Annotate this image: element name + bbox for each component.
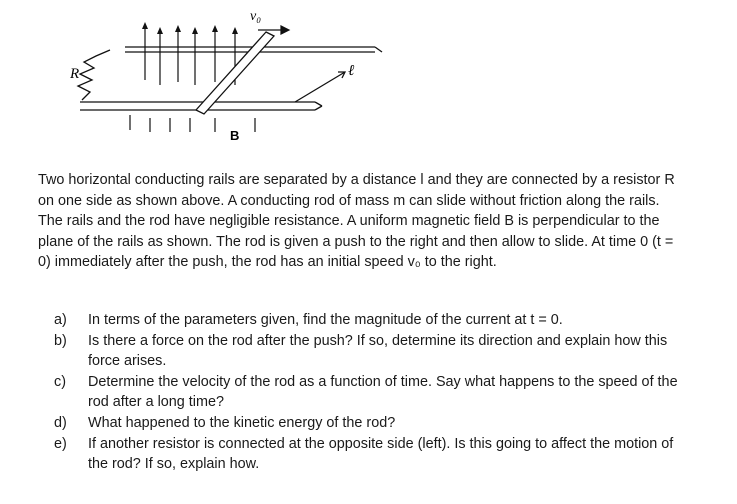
- item-text: If another resistor is connected at the opposite side (left). Is this going to affect the motion of the rod? If so, explain how.: [88, 435, 674, 473]
- list-item: [54, 310, 694, 331]
- question-list: [54, 310, 694, 475]
- item-label: a): [54, 312, 67, 328]
- list-item: [54, 434, 694, 475]
- item-label: c): [54, 373, 66, 390]
- list-item: [54, 331, 694, 372]
- item-label: e): [54, 435, 67, 452]
- item-text: Determine the velocity of the rod as a function of time. Say what happens to the speed of the rod after a long time?: [88, 373, 678, 411]
- velocity-label: v₀: [250, 9, 262, 24]
- rail-diagram: [70, 0, 410, 150]
- resistor-label: R: [70, 66, 80, 82]
- resistor-zigzag: [78, 50, 110, 100]
- item-label: b): [54, 332, 67, 349]
- field-label: B: [230, 128, 240, 143]
- separation-label: ℓ: [348, 63, 355, 79]
- list-item: [54, 413, 694, 434]
- item-text: In terms of the parameters given, find the magnitude of the current at t = 0.: [88, 312, 563, 328]
- problem-statement: Two horizontal conducting rails are separated by a distance l and they are connected by a resistor R on one side as shown above. A conducting rod of mass m can slide without friction along the rails. The rails and the rod have negligible resistance. A uniform magnetic field B is perpendicular to the plane of the rails as shown. The rod is given a push to the right and then allow to slide. At time 0 (t = 0) immediately after the push, the rod has an initial speed v₀ to the right.: [38, 172, 675, 271]
- item-label: d): [54, 414, 67, 431]
- list-item: [54, 372, 694, 413]
- item-text: Is there a force on the rod after the push? If so, determine its direction and explain how this force arises.: [88, 332, 668, 370]
- item-text: What happened to the kinetic energy of the rod?: [88, 414, 396, 431]
